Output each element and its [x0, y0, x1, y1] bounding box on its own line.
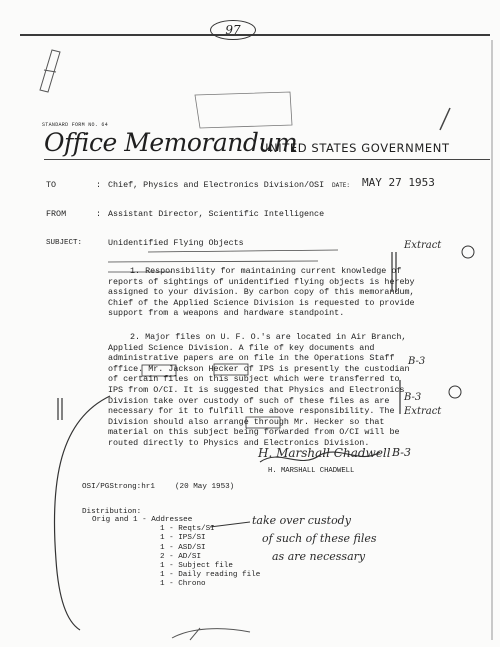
paragraph-2-line: of certain files on this subject which were transferred to [108, 374, 400, 385]
distribution-line: 1 - IPS/SI [160, 534, 206, 543]
paragraph-2 [108, 332, 410, 449]
handwritten-note-line: of such of these files [262, 532, 377, 545]
margin-note: B-3 [404, 392, 422, 403]
paragraph-2-line: routed directly to Physics and Electronics Division. [108, 437, 370, 448]
paragraph-2-line: office. Mr. Jackson Hecker of IPS is presently the custodian [108, 363, 410, 374]
reference-date: (20 May 1953) [175, 483, 235, 491]
handwritten-note-line: take over custody [252, 514, 351, 527]
distribution-line: 1 - Daily reading file [160, 571, 261, 580]
distribution-list [92, 516, 260, 590]
margin-note: B-3 [408, 356, 426, 367]
signature-margin-note: B-3 [392, 446, 412, 459]
paragraph-1-line: reports of sightings of unidentified flying objects is hereby [108, 276, 415, 287]
originator-reference: OSI/PGStrong:hr1 [82, 483, 155, 491]
distribution-line: 1 - Reqts/SI [160, 525, 215, 534]
paragraph-2-line: material on this subject being forwarded from O/CI will be [108, 427, 400, 438]
slash-mark-icon [440, 108, 450, 130]
paragraph-2-line: necessary for it to fulfill the above responsibility. The [108, 406, 395, 417]
paragraph-2-line: administrative papers are on file in the Operations Staff [108, 353, 395, 364]
distribution-line: 2 - AD/SI [160, 552, 202, 561]
memo-title-script: Office Memorandum [44, 128, 298, 157]
handwritten-note-line: as are necessary [272, 550, 366, 563]
distribution-line: 1 - Subject file [160, 562, 233, 571]
paragraph-2-line: 2. Major files on U. F. O.'s are located in Air Branch, [130, 332, 407, 342]
distribution-line: 1 - ASD/SI [160, 543, 206, 552]
paragraph-1-line: assigned to your division. By carbon copy of this memorandum, [108, 287, 415, 298]
from-label: FROM [46, 209, 67, 219]
date-value: MAY 27 1953 [362, 176, 435, 189]
stamp-outline-icon [195, 92, 292, 128]
distribution-heading: Distribution: [82, 508, 142, 516]
page-number-text: 97 [225, 23, 241, 37]
paragraph-2-line: IPS from O/CI. It is suggested that Physics and Electronics [108, 384, 405, 395]
margin-note: Extract [404, 240, 442, 251]
paragraph-1-line: support from a weapons and hardware standpoint. [108, 308, 345, 319]
subject-value: Unidentified Flying Objects [108, 238, 244, 248]
distribution-line: 1 - Chrono [160, 580, 206, 589]
paragraph-1-line: Chief of the Applied Science Division is requested to provide [108, 297, 415, 308]
paragraph-1 [108, 266, 415, 319]
date-label: DATE: [332, 182, 351, 189]
paragraph-2-line: Division take over custody of such of these files as are [108, 395, 390, 406]
to-colon: : [96, 180, 102, 190]
stamp-mark-icon [40, 50, 60, 92]
to-label: TO [46, 180, 57, 190]
margin-note: Extract [404, 406, 442, 417]
subject-label: SUBJECT: [46, 239, 83, 247]
memo-title-government: UNITED STATES GOVERNMENT [260, 141, 450, 155]
paragraph-2-line: Applied Science Division. A file of key documents and [108, 342, 375, 353]
distribution-line: Orig and 1 - Addressee [92, 516, 193, 524]
paragraph-1-line: 1. Responsibility for maintaining current knowledge of [130, 266, 402, 276]
typed-signature-name: H. MARSHALL CHADWELL [268, 467, 355, 475]
from-colon: : [96, 209, 102, 219]
paragraph-2-line: Division should also arrange through Mr. Hecker so that [108, 416, 385, 427]
from-value: Assistant Director, Scientific Intelligence [108, 209, 325, 219]
to-value: Chief, Physics and Electronics Division/OSI [108, 180, 325, 190]
form-number: STANDARD FORM NO. 64 [42, 122, 109, 128]
title-rule [44, 159, 490, 160]
handwritten-signature: H. Marshall Chadwell [258, 446, 391, 460]
